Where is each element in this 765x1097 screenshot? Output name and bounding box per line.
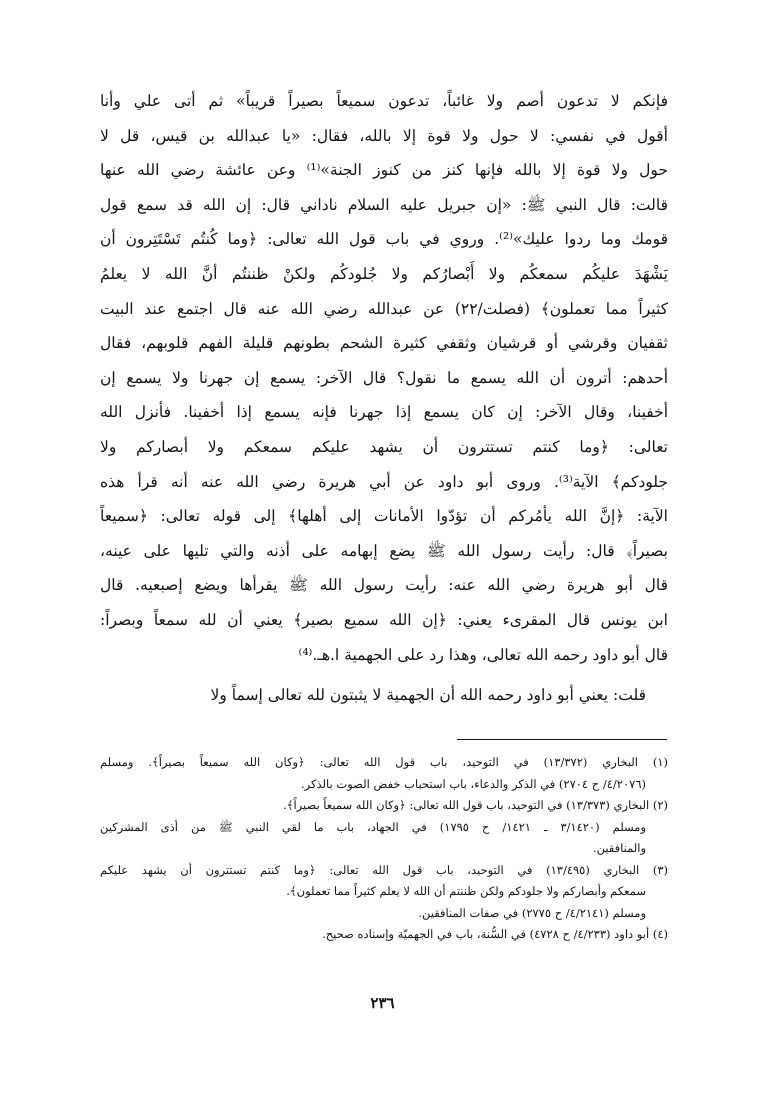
footnote-line: (٤/٢٠٧٦/ ح ٢٧٠٤) في الذكر والدعاء، باب استحباب خفض الصوت بالذكر.	[301, 776, 646, 791]
text-line: حول ولا قوة إلا بالله فإنها كنز من كنوز الجنة»⁽¹⁾ وعن عائشة رضي الله عنها	[100, 161, 668, 180]
text-line: قال أبو هريرة رضي الله عنه: رأيت رسول الله ﷺ يقرأها ويضع إصبعيه. قال	[100, 576, 668, 595]
text-line: قومك وما ردوا عليك»⁽²⁾. وروي في باب قول الله تعالى: ﴿وما كُنتُم تَسْتَتِرون أن	[100, 230, 668, 249]
text-line: كثيراً مما تعملون﴾ (فصلت/٢٢) عن عبدالله رضي الله عنه قال اجتمع عند البيت	[100, 299, 668, 318]
text-line: ابن يونس قال المقرىء يعني: ﴿إن الله سميع بصير﴾ يعني أن لله سمعاً وبصراً:	[100, 610, 668, 629]
footnote-line: ومسلم (٣/١٤٢٠ ـ ١٤٢١/ ح ١٧٩٥) في الجهاد، باب ما لقي النبي ﷺ من أذى المشركين	[100, 819, 647, 834]
text-line: بصيراً﴾ قال: رأيت رسول الله ﷺ يضع إبهامه على أذنه والتي تليها على عينه،	[100, 541, 668, 560]
footnote-line: والمنافقين.	[592, 841, 646, 855]
footnote-line: سمعكم وأبصاركم ولا جلودكم ولكن ظننتم أن الله لا يعلم كثيراً مما تعملون﴾.	[286, 884, 646, 898]
footnote-separator	[457, 739, 667, 740]
text-line: جلودكم﴾ الآية⁽³⁾. وروى أبو داود عن أبي هريرة رضي الله عنه أنه قرأ هذه	[100, 472, 668, 491]
footnote-line: (٢) البخاري (١٣/٣٧٣) في التوحيد، باب قول الله تعالى: ﴿وكان الله سميعاً بصيراً﴾.	[283, 798, 668, 812]
footnote-line: (٣) البخاري (١٣/٤٩٥) في التوحيد، باب قول الله تعالى: ﴿وما كنتم تستترون أن يشهد عليكم	[100, 862, 668, 877]
main-text	[100, 84, 668, 713]
text-line: أخفينا، وقال الآخر: إن كان يسمع إذا جهرنا فإنه يسمع إذا أخفينا. فأنزل الله	[100, 403, 668, 422]
text-line: يَشْهَدَ عليكُم سمعكُم ولا أَبْصارُكم ولا جُلودكُم ولكنْ ظننتُم أنَّ الله لا يعلمُ	[100, 264, 668, 283]
footnote-line: ومسلم (٤/٢١٤١/ ح ٢٧٧٥) في صفات المنافقين.	[418, 905, 646, 920]
page-number: ٢٣٦	[370, 994, 395, 1012]
text-line: أحدهم: أترون أن الله يسمع ما نقول؟ قال الآخر: يسمع إن جهرنا ولا يسمع إن	[100, 368, 668, 387]
text-line: ثقفيان وقرشي أو قرشيان وثقفي كثيرة الشحم بطونهم قليلة الفهم قلوبهم، فقال	[100, 334, 668, 353]
text-line: قالت: قال النبي ﷺ: «إن جبريل عليه السلام ناداني قال: إن الله قد سمع قول	[100, 195, 668, 214]
text-line: قال أبو داود رحمه الله تعالى، وهذا رد على الجهمية ا.هـ.⁽⁴⁾	[298, 645, 668, 664]
footnote-line: (٤) أبو داود (٤/٢٣٣/ ح ٤٧٢٨) في السُّنة، باب في الجهميّة وإسناده صحيح.	[322, 927, 668, 941]
text-line: أقول في نفسي: لا حول ولا قوة إلا بالله، فقال: «يا عبدالله بن قيس، قل لا	[100, 126, 668, 145]
text-line: قلت: يعني أبو داود رحمه الله أن الجهمية لا يثبتون لله تعالى إسماً ولا	[210, 686, 646, 705]
text-line: الآية: ﴿إنَّ الله يأمُركم أن تؤدّوا الأمانات إلى أهلها﴾ إلى قوله تعالى: ﴿سميعاً	[100, 507, 668, 526]
footnotes	[100, 752, 668, 946]
text-line: فإنكم لا تدعون أصم ولا غائباً، تدعون سميعاً بصيراً قريباً» ثم أتى علي وأنا	[100, 92, 668, 110]
text-line: تعالى: ﴿وما كنتم تستترون أن يشهد عليكم سمعكم ولا أبصاركم ولا	[100, 437, 668, 456]
footnote-line: (١) البخاري (١٣/٣٧٢) في التوحيد، باب قول الله تعالى: ﴿وكان الله سميعاً بصيراً﴾. ومسلم	[100, 755, 668, 769]
